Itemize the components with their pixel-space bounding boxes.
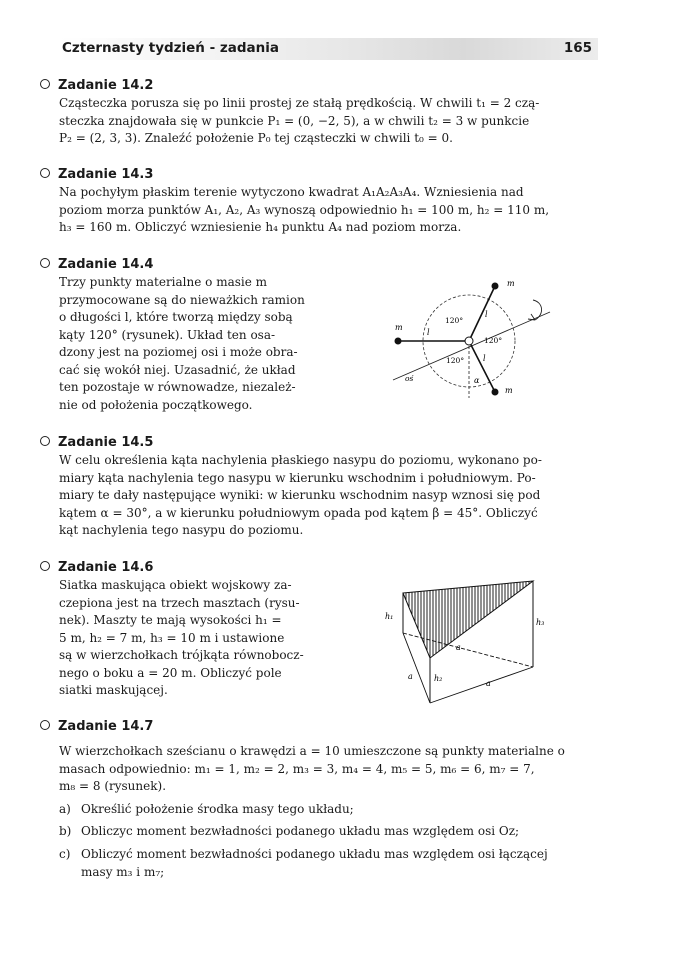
subtask-label: c) [59,846,71,861]
text-line: kąt nachylenia tego nasypu do poziomu. [59,523,304,537]
circle-bullet-icon [40,561,50,571]
text-line: miary kąta nachylenia tego nasypu w kierunku wschodnim i południowym. Po- [59,470,536,485]
task-title: Zadanie 14.2 [58,78,154,93]
subtask-item [59,800,595,819]
text-line: dzony jest na poziomej osi i może obra- [59,345,298,359]
task-heading [40,717,610,736]
text-line: masach odpowiednio: m₁ = 1, m₂ = 2, m₃ = 3, m₄ = 4, m₅ = 5, m₆ = 6, m₇ = 7, [59,761,535,776]
task-text [59,95,595,148]
text-line: Cząsteczka porusza się po linii prostej ze stałą prędkością. W chwili t₁ = 2 czą- [59,96,540,110]
text-line: poziom morza punktów A₁, A₂, A₃ wynoszą odpowiednio h₁ = 100 m, h₂ = 110 m, [59,202,550,217]
task-14-3 [40,165,610,237]
angle-label: 120° [445,316,464,325]
subtask-item [59,845,595,882]
running-header [58,38,598,60]
page-number: 165 [563,40,592,56]
subtask-item [59,822,595,841]
net-surface [403,581,533,658]
task-text [59,274,317,414]
text-line: W wierzchołkach sześcianu o krawędzi a = 10 umieszczone są punkty materialne o [59,744,565,758]
arm-label: l [483,354,486,363]
chapter-title: Czternasty tydzień - zadania [62,40,280,56]
circle-bullet-icon [40,720,50,730]
text-line: są w wierzchołkach trójkąta równobocz- [59,648,304,662]
height-label-h2: h₂ [434,674,443,683]
task-text [59,577,317,700]
pivot [465,337,473,345]
arm-upper [469,286,495,341]
rotating-masses-diagram [385,272,560,407]
text-line: steczka znajdowała się w punkcie P₁ = (0, −2, 5), a w chwili t₂ = 3 w punkcie [59,113,530,128]
mass-point [492,389,499,396]
mass-label: m [507,279,515,288]
mass-label: m [505,386,513,395]
arrow-head-icon [528,314,535,320]
text-line: miary te dały następujące wyniki: w kierunku wschodnim nasyp wznosi się pod [59,488,541,502]
subtask-label: b) [59,824,72,838]
task-14-2 [40,76,610,148]
text-line: siatki maskującej. [59,683,168,697]
side-label-a: a [408,672,413,681]
angle-alpha-label: α [474,376,480,385]
arm-label: l [485,310,488,319]
text-line: cać się wokół niej. Uzasadnić, że układ [59,362,296,377]
axis-label: oś [405,374,414,383]
task-heading [40,165,610,184]
arm-lower [469,341,495,392]
task-title: Zadanie 14.3 [58,167,154,182]
text-line: kąty 120° (rysunek). Układ ten osa- [59,327,276,342]
mass-label: m [395,323,403,332]
task-heading [40,433,610,452]
text-line: nego o boku a = 20 m. Obliczyć pole [59,665,282,680]
angle-label: 120° [446,356,465,365]
mass-point [492,283,499,290]
text-line: przymocowane są do nieważkich ramion [59,292,305,307]
text-line: Siatka maskująca obiekt wojskowy za- [59,578,292,592]
text-line: m₈ = 8 (rysunek). [59,779,167,793]
subtask-list [59,800,610,882]
task-14-5 [40,433,610,540]
text-line: masy m₃ i m₇; [81,865,165,879]
subtask-label: a) [59,801,71,816]
arm-label: l [427,328,430,337]
task-title: Zadanie 14.4 [58,257,154,272]
circle-bullet-icon [40,436,50,446]
side-label-a: a [486,679,491,688]
rotation-arrow [533,300,542,320]
task-text [59,184,595,237]
circle-bullet-icon [40,258,50,268]
text-line: P₂ = (2, 3, 3). Znaleźć położenie P₀ tej cząsteczki w chwili t₀ = 0. [59,131,453,145]
base-edge [430,667,533,703]
task-heading [40,76,610,95]
circle-bullet-icon [40,79,50,89]
camouflage-net-diagram [378,575,553,710]
base-edge-hidden [403,633,533,667]
angle-label: 120° [484,336,503,345]
task-14-7 [40,717,610,882]
task-title: Zadanie 14.5 [58,435,154,450]
mass-point [395,338,402,345]
text-line: W celu określenia kąta nachylenia płaskiego nasypu do poziomu, wykonano po- [59,453,542,467]
height-label-h3: h₃ [536,618,545,627]
circle-bullet-icon [40,168,50,178]
text-line: czepiona jest na trzech masztach (rysu- [59,595,300,610]
text-line: kątem α = 30°, a w kierunku południowym opada pod kątem β = 45°. Obliczyć [59,505,538,520]
text-line: Określić położenie środka masy tego układu; [81,801,354,816]
height-label-h1: h₁ [385,612,394,621]
text-line: Obliczyć moment bezwładności podanego układu mas względem osi łączącej [81,846,548,861]
task-text [59,743,595,796]
task-title: Zadanie 14.7 [58,719,154,734]
text-line: nie od położenia początkowego. [59,397,253,412]
task-title: Zadanie 14.6 [58,560,154,575]
side-label-a: a [456,643,461,652]
text-line: h₃ = 160 m. Obliczyć wzniesienie h₄ punktu A₄ nad poziom morza. [59,220,462,234]
text-line: nek). Maszty te mają wysokości h₁ = [59,613,282,627]
text-line: Trzy punkty materialne o masie m [59,275,268,289]
text-line: 5 m, h₂ = 7 m, h₃ = 10 m i ustawione [59,630,285,645]
text-line: Obliczyc moment bezwładności podanego układu mas względem osi Oz; [81,824,520,838]
text-line: Na pochyłym płaskim terenie wytyczono kwadrat A₁A₂A₃A₄. Wzniesienia nad [59,185,524,199]
text-line: o długości l, które tworzą między sobą [59,310,293,324]
text-line: ten pozostaje w równowadze, niezależ- [59,380,296,394]
task-text [59,452,595,540]
